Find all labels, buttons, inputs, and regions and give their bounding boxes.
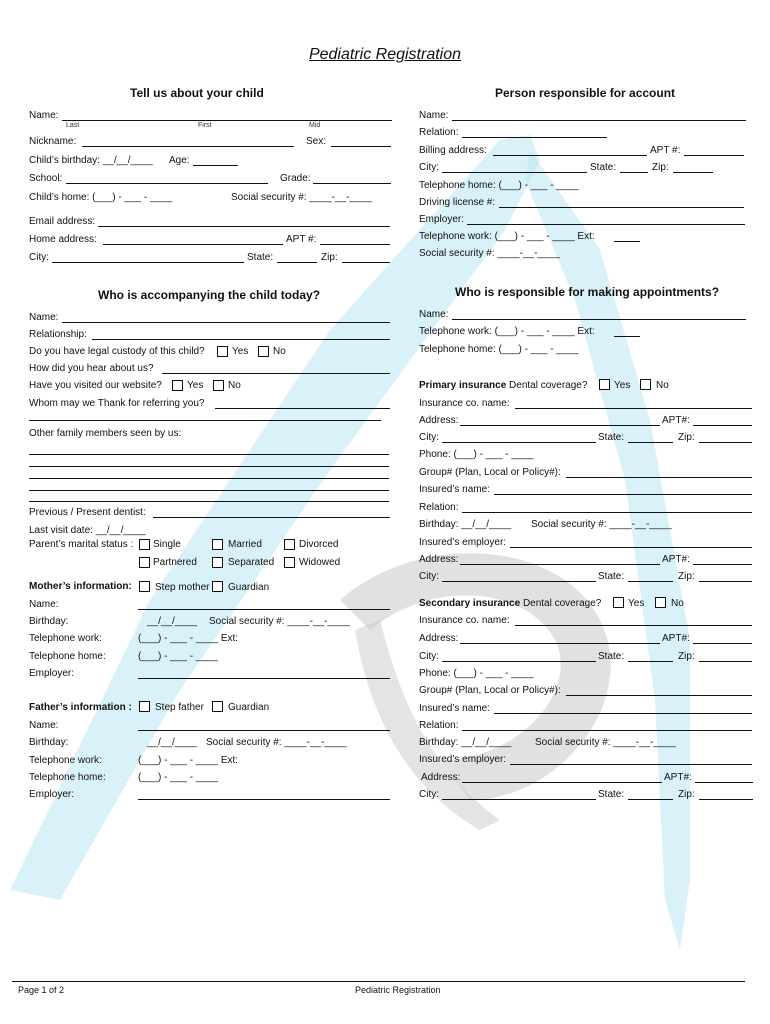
secondary-address2-label: Address:: [421, 772, 461, 783]
footer-title: Pediatric Registration: [355, 985, 441, 995]
secondary-city2-label: City:: [419, 789, 439, 800]
secondary-relation-field[interactable]: [462, 730, 752, 731]
acct-tel-home[interactable]: Telephone home: (___) - ___ - ____: [419, 180, 579, 191]
appt-ext-field[interactable]: [614, 336, 640, 337]
partnered-label: Partnered: [153, 557, 197, 568]
acct-apt-label: APT #:: [650, 145, 681, 156]
grade-field[interactable]: [313, 183, 391, 184]
website-label: Have you visited our website?: [29, 380, 162, 391]
secondary-zip-label: Zip:: [678, 651, 695, 662]
mother-employer-field[interactable]: [138, 678, 390, 679]
primary-state-field[interactable]: [628, 442, 673, 443]
secondary-address-field[interactable]: [460, 643, 660, 644]
divorced-label: Divorced: [299, 539, 339, 550]
mother-birthday-field[interactable]: __/__/____: [147, 616, 198, 627]
thank-field[interactable]: [215, 408, 390, 409]
primary-apt2-field[interactable]: [693, 564, 752, 565]
secondary-insured-field[interactable]: [494, 713, 752, 714]
primary-ssn[interactable]: Social security #: ____-__-____: [531, 519, 672, 530]
married-label: Married: [228, 539, 262, 550]
father-birthday-label: Birthday:: [29, 737, 69, 748]
primary-city2-label: City:: [419, 571, 439, 582]
primary-address2-label: Address:: [419, 554, 459, 565]
acc-name-field[interactable]: [62, 322, 390, 323]
secondary-yes-label: Yes: [628, 598, 645, 609]
primary-company-label: Insurance co. name:: [419, 398, 510, 409]
website-yes-label: Yes: [187, 380, 204, 391]
primary-state-label: State:: [598, 432, 625, 443]
father-guardian-label: Guardian: [228, 702, 270, 713]
mother-work-label: Telephone work:: [29, 633, 102, 644]
appt-name-label: Name:: [419, 309, 449, 320]
accompany-heading: Who is accompanying the child today?: [98, 288, 321, 302]
apt-label: APT #:: [286, 234, 317, 245]
separated-checkbox[interactable]: [212, 557, 223, 568]
acc-relationship-field[interactable]: [92, 339, 390, 340]
grade-label: Grade:: [280, 173, 311, 184]
email-field[interactable]: [98, 226, 390, 227]
primary-birthday[interactable]: Birthday: __/__/____: [419, 519, 512, 530]
secondary-insurance-label: Secondary insurance Dental coverage?: [419, 598, 602, 609]
partnered-checkbox[interactable]: [139, 557, 150, 568]
custody-yes-checkbox[interactable]: [217, 346, 228, 357]
website-no-label: No: [228, 380, 241, 391]
family-line-5[interactable]: [29, 501, 389, 502]
nickname-label: Nickname:: [29, 136, 77, 147]
relation-label: Relation:: [419, 127, 459, 138]
state-label: State:: [247, 252, 274, 263]
acct-apt-field[interactable]: [684, 155, 744, 156]
father-employer-field[interactable]: [138, 799, 390, 800]
primary-relation-label: Relation:: [419, 502, 459, 513]
married-checkbox[interactable]: [212, 539, 223, 550]
primary-state2-label: State:: [598, 571, 625, 582]
appt-tel-work[interactable]: Telephone work: (___) - ___ - ____ Ext:: [419, 326, 595, 337]
father-heading: Father’s information :: [29, 702, 132, 713]
primary-address2-field[interactable]: [460, 564, 660, 565]
primary-city-field[interactable]: [442, 442, 596, 443]
secondary-state2-field[interactable]: [628, 799, 673, 800]
father-employer-label: Employer:: [29, 789, 75, 800]
step-father-checkbox[interactable]: [139, 701, 150, 712]
acct-tel-work[interactable]: Telephone work: (___) - ___ - ____ Ext:: [419, 231, 595, 242]
separated-label: Separated: [228, 557, 275, 568]
primary-zip2-field[interactable]: [699, 581, 752, 582]
secondary-address2-field[interactable]: [462, 782, 662, 783]
widowed-label: Widowed: [299, 557, 341, 568]
secondary-apt2-field[interactable]: [695, 782, 753, 783]
primary-relation-field[interactable]: [462, 512, 752, 513]
license-label: Driving license #:: [419, 197, 496, 208]
state-field[interactable]: [277, 262, 317, 263]
mother-ssn[interactable]: Social security #: ____-__-____: [209, 616, 350, 627]
billing-field[interactable]: [493, 155, 647, 156]
secondary-ssn[interactable]: Social security #: ____-__-____: [535, 737, 676, 748]
single-checkbox[interactable]: [139, 539, 150, 550]
primary-city-label: City:: [419, 432, 439, 443]
primary-address-field[interactable]: [460, 425, 660, 426]
primary-city2-field[interactable]: [442, 581, 596, 582]
city-field[interactable]: [52, 262, 244, 263]
step-mother-label: Step mother: [155, 582, 210, 593]
mother-guardian-checkbox[interactable]: [212, 581, 223, 592]
acct-city-field[interactable]: [442, 172, 587, 173]
mother-name-label: Name:: [29, 599, 59, 610]
primary-group-field[interactable]: [566, 477, 752, 478]
secondary-insured-label: Insured’s name:: [419, 703, 490, 714]
home-address-label: Home address:: [29, 234, 97, 245]
acct-zip-label: Zip:: [652, 162, 669, 173]
primary-apt2-label: APT#:: [662, 554, 690, 565]
acct-state-label: State:: [590, 162, 617, 173]
step-mother-checkbox[interactable]: [139, 581, 150, 592]
secondary-relation-label: Relation:: [419, 720, 459, 731]
sex-field[interactable]: [331, 146, 391, 147]
primary-insurance-label: Primary insurance Dental coverage?: [419, 380, 588, 391]
custody-no-checkbox[interactable]: [258, 346, 269, 357]
secondary-company-label: Insurance co. name:: [419, 615, 510, 626]
secondary-company-field[interactable]: [515, 625, 752, 626]
family-line-1[interactable]: [29, 454, 389, 455]
city-label: City:: [29, 252, 49, 263]
father-home-field[interactable]: (___) - ___ - ____: [138, 772, 219, 783]
secondary-group-label: Group# (Plan, Local or Policy#):: [419, 685, 561, 696]
mother-name-field[interactable]: [138, 609, 390, 610]
secondary-apt-label: APT#:: [662, 633, 690, 644]
mother-employer-label: Employer:: [29, 668, 75, 679]
primary-phone[interactable]: Phone: (___) - ___ - ____: [419, 449, 534, 460]
footer-rule: [12, 981, 745, 982]
acct-state-field[interactable]: [620, 172, 648, 173]
primary-no-checkbox[interactable]: [640, 379, 651, 390]
child-home-phone[interactable]: Child’s home: (___) - ___ - ____: [29, 192, 173, 203]
step-father-label: Step father: [155, 702, 204, 713]
heard-label: How did you hear about us?: [29, 363, 154, 374]
mother-work-field[interactable]: (___) - ___ - ____ Ext:: [138, 633, 239, 644]
secondary-state-label: State:: [598, 651, 625, 662]
child-name-label: Name:: [29, 110, 59, 121]
secondary-state-field[interactable]: [628, 661, 673, 662]
primary-zip-label: Zip:: [678, 432, 695, 443]
website-no-checkbox[interactable]: [213, 380, 224, 391]
father-birthday-field[interactable]: __/__/____: [147, 737, 198, 748]
age-label: Age:: [169, 155, 190, 166]
home-address-field[interactable]: [103, 244, 283, 245]
secondary-employer-label: Insured’s employer:: [419, 754, 507, 765]
mother-birthday-label: Birthday:: [29, 616, 69, 627]
mother-home-label: Telephone home:: [29, 651, 106, 662]
age-field[interactable]: [193, 165, 238, 166]
mother-heading: Mother’s information:: [29, 581, 132, 592]
secondary-yes-checkbox[interactable]: [613, 597, 624, 608]
widowed-checkbox[interactable]: [284, 557, 295, 568]
father-work-label: Telephone work:: [29, 755, 102, 766]
appointments-heading: Who is responsible for making appointments?: [455, 285, 720, 299]
father-work-field[interactable]: (___) - ___ - ____ Ext:: [138, 755, 239, 766]
last-visit[interactable]: Last visit date: __/__/____: [29, 525, 146, 536]
family-line-2[interactable]: [29, 466, 389, 467]
billing-label: Billing address:: [419, 145, 487, 156]
secondary-employer-field[interactable]: [510, 764, 752, 765]
primary-employer-field[interactable]: [510, 547, 752, 548]
school-label: School:: [29, 173, 63, 184]
heard-field[interactable]: [162, 373, 390, 374]
acct-employer-label: Employer:: [419, 214, 465, 225]
acct-city-label: City:: [419, 162, 439, 173]
website-yes-checkbox[interactable]: [172, 380, 183, 391]
secondary-zip2-label: Zip:: [678, 789, 695, 800]
acct-ext-field[interactable]: [614, 241, 640, 242]
secondary-apt-field[interactable]: [693, 643, 752, 644]
primary-address-label: Address:: [419, 415, 459, 426]
father-name-field[interactable]: [138, 730, 390, 731]
acct-ssn[interactable]: Social security #: ____-__-____: [419, 248, 560, 259]
secondary-address-label: Address:: [419, 633, 459, 644]
father-name-label: Name:: [29, 720, 59, 731]
acc-name-label: Name:: [29, 312, 59, 323]
nickname-field[interactable]: [82, 146, 294, 147]
child-heading: Tell us about your child: [130, 86, 264, 100]
secondary-city2-field[interactable]: [442, 799, 596, 800]
dentist-label: Previous / Present dentist:: [29, 507, 146, 518]
zip-label: Zip:: [321, 252, 338, 263]
acct-name-field[interactable]: [452, 120, 746, 121]
primary-insured-label: Insured’s name:: [419, 484, 490, 495]
primary-zip2-label: Zip:: [678, 571, 695, 582]
father-home-label: Telephone home:: [29, 772, 106, 783]
mother-home-field[interactable]: (___) - ___ - ____: [138, 651, 219, 662]
secondary-birthday[interactable]: Birthday: __/__/____: [419, 737, 512, 748]
thank-field-2[interactable]: [29, 420, 381, 421]
custody-no-label: No: [273, 346, 286, 357]
secondary-city-field[interactable]: [442, 661, 596, 662]
primary-company-field[interactable]: [515, 408, 752, 409]
family-line-4[interactable]: [29, 490, 389, 491]
primary-zip-field[interactable]: [699, 442, 752, 443]
family-line-3[interactable]: [29, 478, 389, 479]
email-label: Email address:: [29, 216, 96, 227]
zip-field[interactable]: [342, 262, 390, 263]
account-heading: Person responsible for account: [495, 86, 676, 100]
secondary-state2-label: State:: [598, 789, 625, 800]
footer-page-number: Page 1 of 2: [18, 985, 65, 995]
school-field[interactable]: [66, 183, 268, 184]
single-label: Single: [153, 539, 181, 550]
thank-label: Whom may we Thank for referring you?: [29, 398, 205, 409]
primary-insured-field[interactable]: [494, 494, 752, 495]
secondary-zip2-field[interactable]: [699, 799, 753, 800]
divorced-checkbox[interactable]: [284, 539, 295, 550]
marital-label: Parent’s marital status :: [29, 539, 134, 550]
secondary-no-checkbox[interactable]: [655, 597, 666, 608]
acc-relationship-label: Relationship:: [29, 329, 87, 340]
primary-yes-label: Yes: [614, 380, 631, 391]
primary-apt-field[interactable]: [693, 425, 752, 426]
child-ssn[interactable]: Social security #: ____-__-____: [231, 192, 372, 203]
custody-yes-label: Yes: [232, 346, 249, 357]
apt-field[interactable]: [320, 244, 390, 245]
child-name-field[interactable]: [62, 120, 392, 121]
acct-employer-field[interactable]: [467, 224, 745, 225]
primary-state2-field[interactable]: [628, 581, 673, 582]
family-label: Other family members seen by us:: [29, 428, 182, 439]
appt-tel-home[interactable]: Telephone home: (___) - ___ - ____: [419, 344, 579, 355]
sex-label: Sex:: [306, 136, 327, 147]
first-sublabel: First: [198, 122, 212, 129]
appt-name-field[interactable]: [452, 319, 746, 320]
mother-guardian-label: Guardian: [228, 582, 270, 593]
license-field[interactable]: [499, 207, 744, 208]
secondary-group-field[interactable]: [566, 695, 752, 696]
child-birthday[interactable]: Child’s birthday: __/__/____: [29, 155, 153, 166]
secondary-apt2-label: APT#:: [664, 772, 692, 783]
father-guardian-checkbox[interactable]: [212, 701, 223, 712]
secondary-no-label: No: [671, 598, 684, 609]
acct-name-label: Name:: [419, 110, 449, 121]
secondary-phone[interactable]: Phone: (___) - ___ - ____: [419, 668, 534, 679]
primary-apt-label: APT#:: [662, 415, 690, 426]
acct-zip-field[interactable]: [673, 172, 713, 173]
custody-label: Do you have legal custody of this child?: [29, 346, 205, 357]
dentist-field[interactable]: [153, 517, 390, 518]
secondary-zip-field[interactable]: [699, 661, 752, 662]
primary-employer-label: Insured’s employer:: [419, 537, 507, 548]
secondary-city-label: City:: [419, 651, 439, 662]
last-sublabel: Last: [66, 122, 80, 129]
primary-no-label: No: [656, 380, 669, 391]
mid-sublabel: Mid: [309, 122, 321, 129]
father-ssn[interactable]: Social security #: ____-__-____: [206, 737, 347, 748]
primary-yes-checkbox[interactable]: [599, 379, 610, 390]
page-title: Pediatric Registration: [308, 46, 462, 63]
primary-group-label: Group# (Plan, Local or Policy#):: [419, 467, 561, 478]
relation-field[interactable]: [462, 137, 607, 138]
